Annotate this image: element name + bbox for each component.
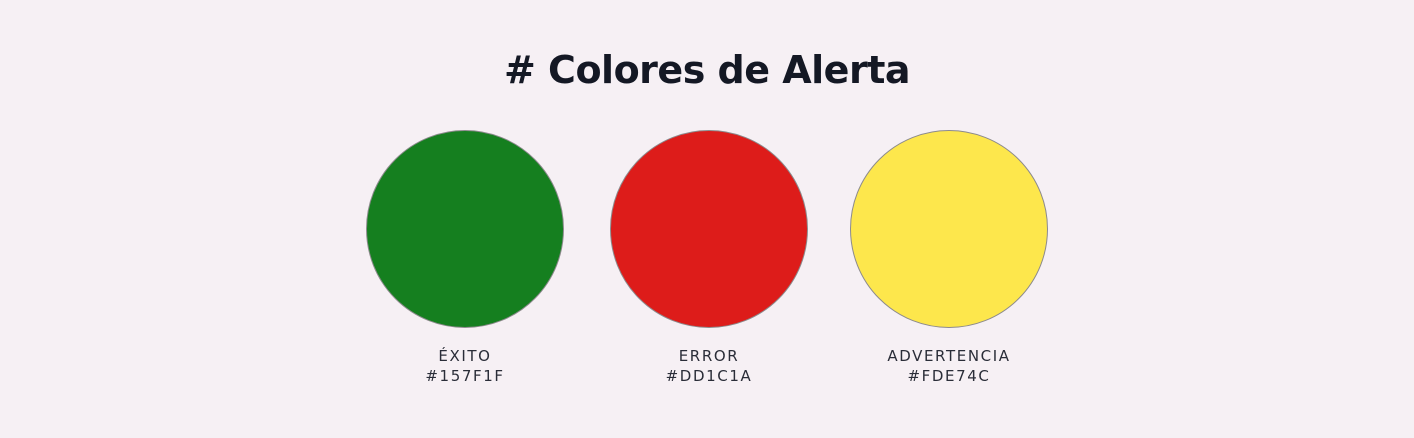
color-swatch-error (589, 130, 829, 400)
swatch-hex-code: #157F1F (425, 367, 505, 385)
swatch-circle-error (610, 130, 808, 328)
color-swatch-advertencia (829, 130, 1069, 400)
swatch-hex-code: #FDE74C (907, 367, 991, 385)
swatch-name: ÉXITO (438, 347, 492, 365)
swatch-circle-exito (366, 130, 564, 328)
swatch-circle-advertencia (850, 130, 1048, 328)
page-title: # Colores de Alerta (503, 48, 910, 92)
swatch-hex-code: #DD1C1A (665, 367, 753, 385)
swatch-name: ADVERTENCIA (887, 347, 1011, 365)
color-swatch-exito (345, 130, 585, 400)
swatch-name: ERROR (678, 347, 740, 365)
